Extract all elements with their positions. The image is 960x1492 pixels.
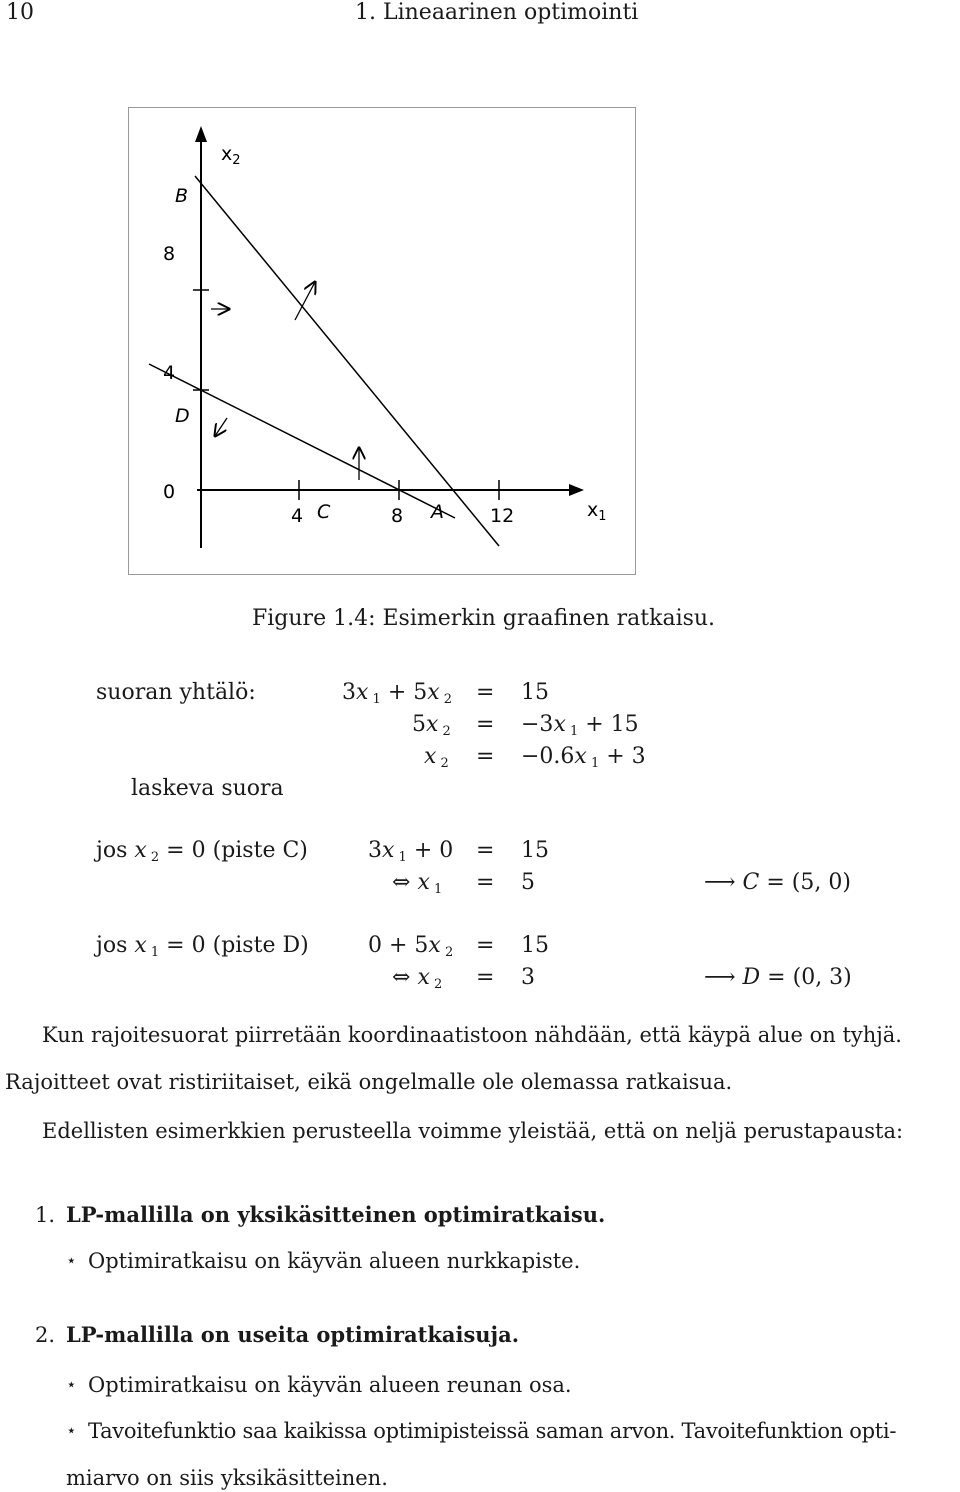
y-axis-label: $x_2$ — [221, 143, 241, 168]
page-number: 10 — [6, 0, 34, 25]
eq-row-1-eq: = — [476, 680, 495, 705]
list-item-2-bullet-2-line-1: Tavoitefunktio saa kaikissa optimipisteissä saman arvon. Tavoitefunktion opti- — [88, 1419, 897, 1443]
figure-caption: Figure 1.4: Esimerkin graafinen ratkaisu. — [252, 606, 716, 631]
star-bullet-icon: ⋆ — [66, 1375, 77, 1395]
chapter-title: 1. Lineaarinen optimointi — [355, 0, 639, 25]
y-tick-0-label: 0 — [163, 481, 176, 503]
eq-d-row-2-rhs: 3 — [521, 965, 535, 990]
list-item-1-title: LP-mallilla on yksikäsitteinen optimiratkaisu. — [66, 1202, 606, 1227]
list-item-1-number: 1. — [35, 1203, 56, 1227]
eq-row-3-rhs: −0.6x $_1$ + 3 — [521, 744, 646, 771]
list-item-2-number: 2. — [35, 1323, 56, 1347]
list-item-2-title: LP-mallilla on useita optimiratkaisuja. — [66, 1322, 520, 1347]
paragraph-1: Kun rajoitesuorat piirretään koordinaatistoon nähdään, että käypä alue on tyhjä. — [42, 1023, 902, 1047]
y-tick-8-label: 8 — [163, 243, 176, 265]
x-tick-8-label: 8 — [391, 505, 404, 527]
eq-c-row-2-rhs: 5 — [521, 870, 535, 895]
eq-row-2-eq: = — [476, 712, 495, 737]
result-d: ⟶ D = (0, 3) — [704, 965, 852, 990]
eq-row-1-lhs: 3x $_1$ + 5x $_2$ — [342, 680, 453, 707]
eq-c-row-1-eq: = — [476, 838, 495, 863]
eq-d-row-1-eq: = — [476, 933, 495, 958]
point-A-label: A — [431, 501, 444, 523]
graph-svg — [129, 108, 635, 574]
x-tick-12-label: 12 — [490, 505, 515, 527]
eq-row-1-rhs: 15 — [521, 680, 549, 705]
suoran-yhtalo-label: suoran yhtälö: — [96, 680, 256, 705]
jos-c-condition: jos x $_2$ = 0 (piste C) — [96, 838, 308, 865]
list-item-2-bullet-2-line-2: miarvo on siis yksikäsitteinen. — [66, 1466, 388, 1490]
eq-row-2-lhs: 5x $_2$ — [412, 712, 451, 739]
paragraph-3: Edellisten esimerkkien perusteella voimme yleistää, että on neljä perustapausta: — [42, 1119, 904, 1143]
eq-c-row-1-lhs: 3x $_1$ + 0 — [368, 838, 454, 865]
arrow-down-left — [215, 418, 227, 436]
jos-d-condition: jos x $_1$ = 0 (piste D) — [96, 933, 309, 960]
y-axis-arrowhead — [195, 126, 207, 142]
eq-row-2-rhs: −3x $_1$ + 15 — [521, 712, 639, 739]
x-axis-label: $x_1$ — [587, 499, 607, 524]
constraint-line-DC — [149, 364, 455, 518]
eq-c-row-2-lhs: ⇔ x $_1$ — [392, 870, 443, 897]
result-c: ⟶ C = (5, 0) — [704, 870, 851, 895]
list-item-2-bullet-1: Optimiratkaisu on käyvän alueen reunan osa. — [88, 1373, 572, 1397]
eq-d-row-2-eq: = — [476, 965, 495, 990]
point-C-label: C — [317, 501, 331, 523]
laskeva-suora-label: laskeva suora — [131, 776, 284, 801]
star-bullet-icon: ⋆ — [66, 1421, 77, 1441]
y-tick-4-label: 4 — [163, 362, 176, 384]
paragraph-2: Rajoitteet ovat ristiriitaiset, eikä ongelmalle ole olemassa ratkaisua. — [5, 1070, 733, 1094]
eq-d-row-2-lhs: ⇔ x $_2$ — [392, 965, 443, 992]
x-tick-4-label: 4 — [291, 505, 304, 527]
eq-c-row-2-eq: = — [476, 870, 495, 895]
point-B-label: B — [175, 185, 189, 207]
eq-row-3-eq: = — [476, 744, 495, 769]
list-item-1-bullet-1: Optimiratkaisu on käyvän alueen nurkkapiste. — [88, 1249, 581, 1273]
star-bullet-icon: ⋆ — [66, 1251, 77, 1271]
eq-d-row-1-lhs: 0 + 5x $_2$ — [368, 933, 454, 960]
eq-row-3-lhs: x $_2$ — [424, 744, 449, 771]
eq-c-row-1-rhs: 15 — [521, 838, 549, 863]
eq-d-row-1-rhs: 15 — [521, 933, 549, 958]
x-axis-arrowhead — [569, 484, 584, 496]
figure-graph — [128, 107, 636, 575]
point-D-label: D — [175, 405, 190, 427]
